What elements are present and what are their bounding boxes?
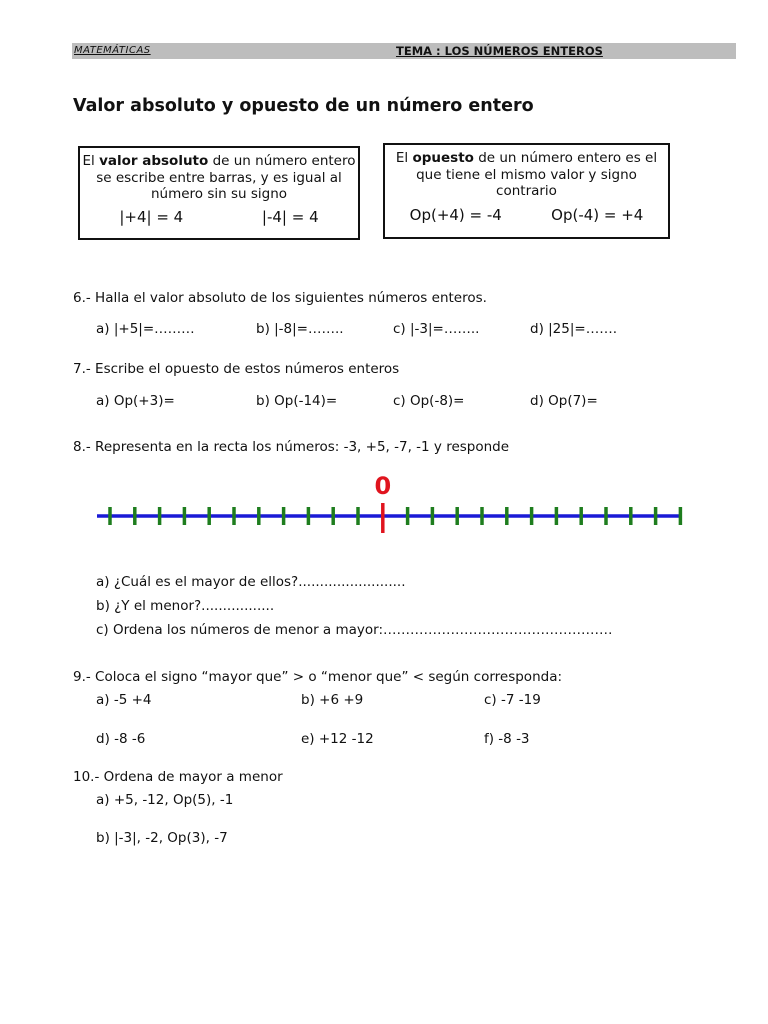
q7-item-c: c) Op(-8)=: [393, 393, 465, 409]
question-6-prompt: 6.- Halla el valor absoluto de los siguientes números enteros.: [73, 290, 487, 306]
q9-item-c: c) -7 -19: [484, 692, 541, 708]
header-topic: TEMA : LOS NÚMEROS ENTEROS: [396, 44, 603, 58]
q9-item-b: b) +6 +9: [301, 692, 364, 708]
q9-item-d: d) -8 -6: [96, 731, 146, 747]
definition-text: de un número entero es el que tiene el mismo valor y signo contrario: [416, 150, 658, 199]
q10-item-a: a) +5, -12, Op(5), -1: [96, 792, 234, 808]
q7-item-b: b) Op(-14)=: [256, 393, 338, 409]
page-title: Valor absoluto y opuesto de un número entero: [73, 96, 534, 116]
number-line: [0, 466, 768, 546]
question-7-prompt: 7.- Escribe el opuesto de estos números enteros: [73, 361, 400, 377]
question-8-prompt: 8.- Representa en la recta los números: -3, +5, -7, -1 y responde: [73, 439, 510, 455]
q8-item-c: c) Ordena los números de menor a mayor:……………………………………………: [96, 622, 613, 638]
definition-prefix: El: [395, 150, 413, 166]
q6-item-a: a) |+5|=………: [96, 321, 195, 337]
q9-item-a: a) -5 +4: [96, 692, 152, 708]
definition-term: valor absoluto: [99, 153, 209, 169]
example-2: Op(-4) = +4: [551, 205, 644, 224]
definition-term: opuesto: [412, 150, 474, 166]
absolute-value-definition: [80, 153, 358, 203]
q6-item-d: d) |25|=…….: [530, 321, 618, 337]
number-line-zero-label: 0: [374, 472, 392, 500]
q7-item-d: d) Op(7)=: [530, 393, 598, 409]
absolute-value-box: [78, 146, 360, 240]
q8-item-b: b) ¿Y el menor?.................: [96, 598, 275, 614]
absolute-value-examples: [80, 209, 358, 226]
q6-item-b: b) |-8|=……..: [256, 321, 344, 337]
definition-prefix: El: [82, 153, 100, 169]
example-1: Op(+4) = -4: [409, 205, 502, 224]
q6-item-c: c) |-3|=……..: [393, 321, 480, 337]
example-1: |+4| = 4: [119, 207, 184, 226]
q7-item-a: a) Op(+3)=: [96, 393, 175, 409]
example-2: |-4| = 4: [261, 207, 319, 226]
q8-item-a: a) ¿Cuál es el mayor de ellos?.........................: [96, 574, 406, 590]
question-10-prompt: 10.- Ordena de mayor a menor: [73, 769, 283, 785]
opposite-box: [383, 143, 670, 239]
q9-item-e: e) +12 -12: [301, 731, 374, 747]
q10-item-b: b) |-3|, -2, Op(3), -7: [96, 830, 228, 846]
question-9-prompt: 9.- Coloca el signo “mayor que” > o “menor que” < según corresponda:: [73, 669, 563, 685]
opposite-definition: [385, 150, 668, 200]
q9-item-f: f) -8 -3: [484, 731, 530, 747]
opposite-examples: [385, 207, 668, 224]
header-subject: MATEMÁTICAS: [74, 45, 151, 56]
definition-text: de un número entero se escribe entre barras, y es igual al número sin su signo: [96, 153, 356, 202]
